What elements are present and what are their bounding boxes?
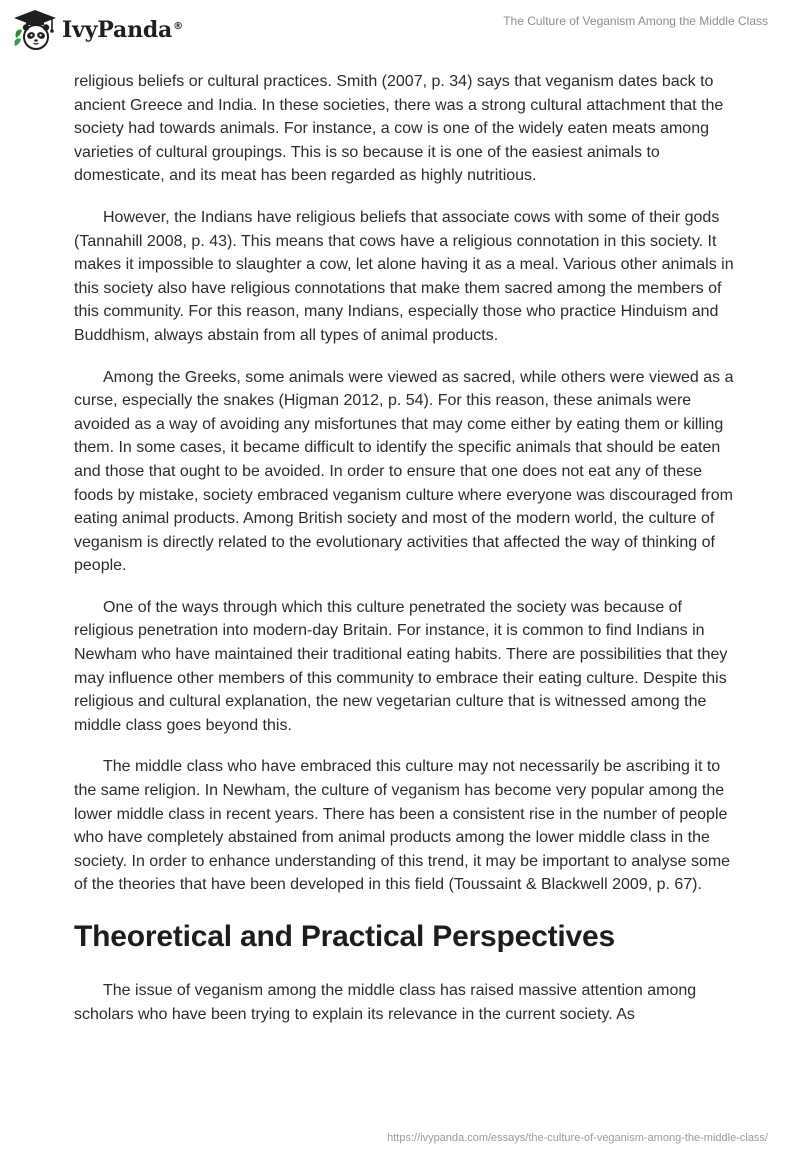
section-heading: Theoretical and Practical Perspectives xyxy=(74,920,615,953)
paragraph: The issue of veganism among the middle class has raised massive attention among scholars who have been trying to explain its relevance in the current society. As xyxy=(74,982,697,1023)
document-title: The Culture of Veganism Among the Middle Class xyxy=(503,14,768,28)
registered-mark: ® xyxy=(173,20,183,32)
page-header xyxy=(0,0,800,60)
paragraph: However, the Indians have religious beliefs that associate cows with some of their gods (Tannahill 2008, p. 43). This means that cows have a religious connotation in this society. It makes it impossible to slaughter a cow, let alone having it as a meal. Various other animals in this society also have religious connotations that make them sacred among the members of this community. For this reason, many Indians, especially those who practice Hinduism and Buddhism, always abstain from all types of animal products. xyxy=(74,208,734,344)
paragraph: One of the ways through which this culture penetrated the society was because of religious penetration into modern-day Britain. For instance, it is common to find Indians in Newham who have maintained their traditional eating habits. There are possibilities that they may influence other members of this community to embrace their eating culture. Despite this religious and cultural explanation, the new vegetarian culture that is witnessed among the middle class goes beyond this. xyxy=(74,598,728,734)
source-url-link[interactable]: https://ivypanda.com/essays/the-culture-of-veganism-among-the-middle-class/ xyxy=(387,1132,768,1144)
panda-graduate-icon xyxy=(12,8,58,52)
essay-body xyxy=(74,70,734,1044)
paragraph: Among the Greeks, some animals were viewed as sacred, while others were viewed as a curse, especially the snakes (Higman 2012, p. 54). For this reason, these animals were avoided as a way of avoiding any misfortunes that may come either by eating them or killing them. In some cases, it became difficult to identify the specific animals that should be eaten and those that ought to be avoided. In order to ensure that one does not eat any of these foods by mistake, society embraced veganism culture where everyone was discouraged from eating animal products. Among British society and most of the modern world, the culture of veganism is directly related to the evolutionary activities that affected the way of thinking of people. xyxy=(74,368,734,575)
ivypanda-logo[interactable] xyxy=(12,8,183,52)
logo-wordmark xyxy=(62,17,183,43)
paragraph: The middle class who have embraced this culture may not necessarily be ascribing it to the same religion. In Newham, the culture of veganism has become very popular among the lower middle class in recent years. There has been a consistent rise in the number of people who have completely abstained from animal products among the lower middle class in the society. In order to enhance understanding of this trend, it may be important to analyse some of the theories that have been developed in this field (Toussaint & Blackwell 2009, p. 67). xyxy=(74,758,731,894)
logo-text: IvyPanda xyxy=(62,17,173,43)
paragraph: religious beliefs or cultural practices. Smith (2007, p. 34) says that veganism dates back to ancient Greece and India. In these societies, there was a strong cultural attachment that the society had towards animals. For instance, a cow is one of the widely eaten meats among varieties of cultural groupings. This is so because it is one of the easiest animals to domesticate, and its meat has been regarded as highly nutritious. xyxy=(74,73,724,185)
